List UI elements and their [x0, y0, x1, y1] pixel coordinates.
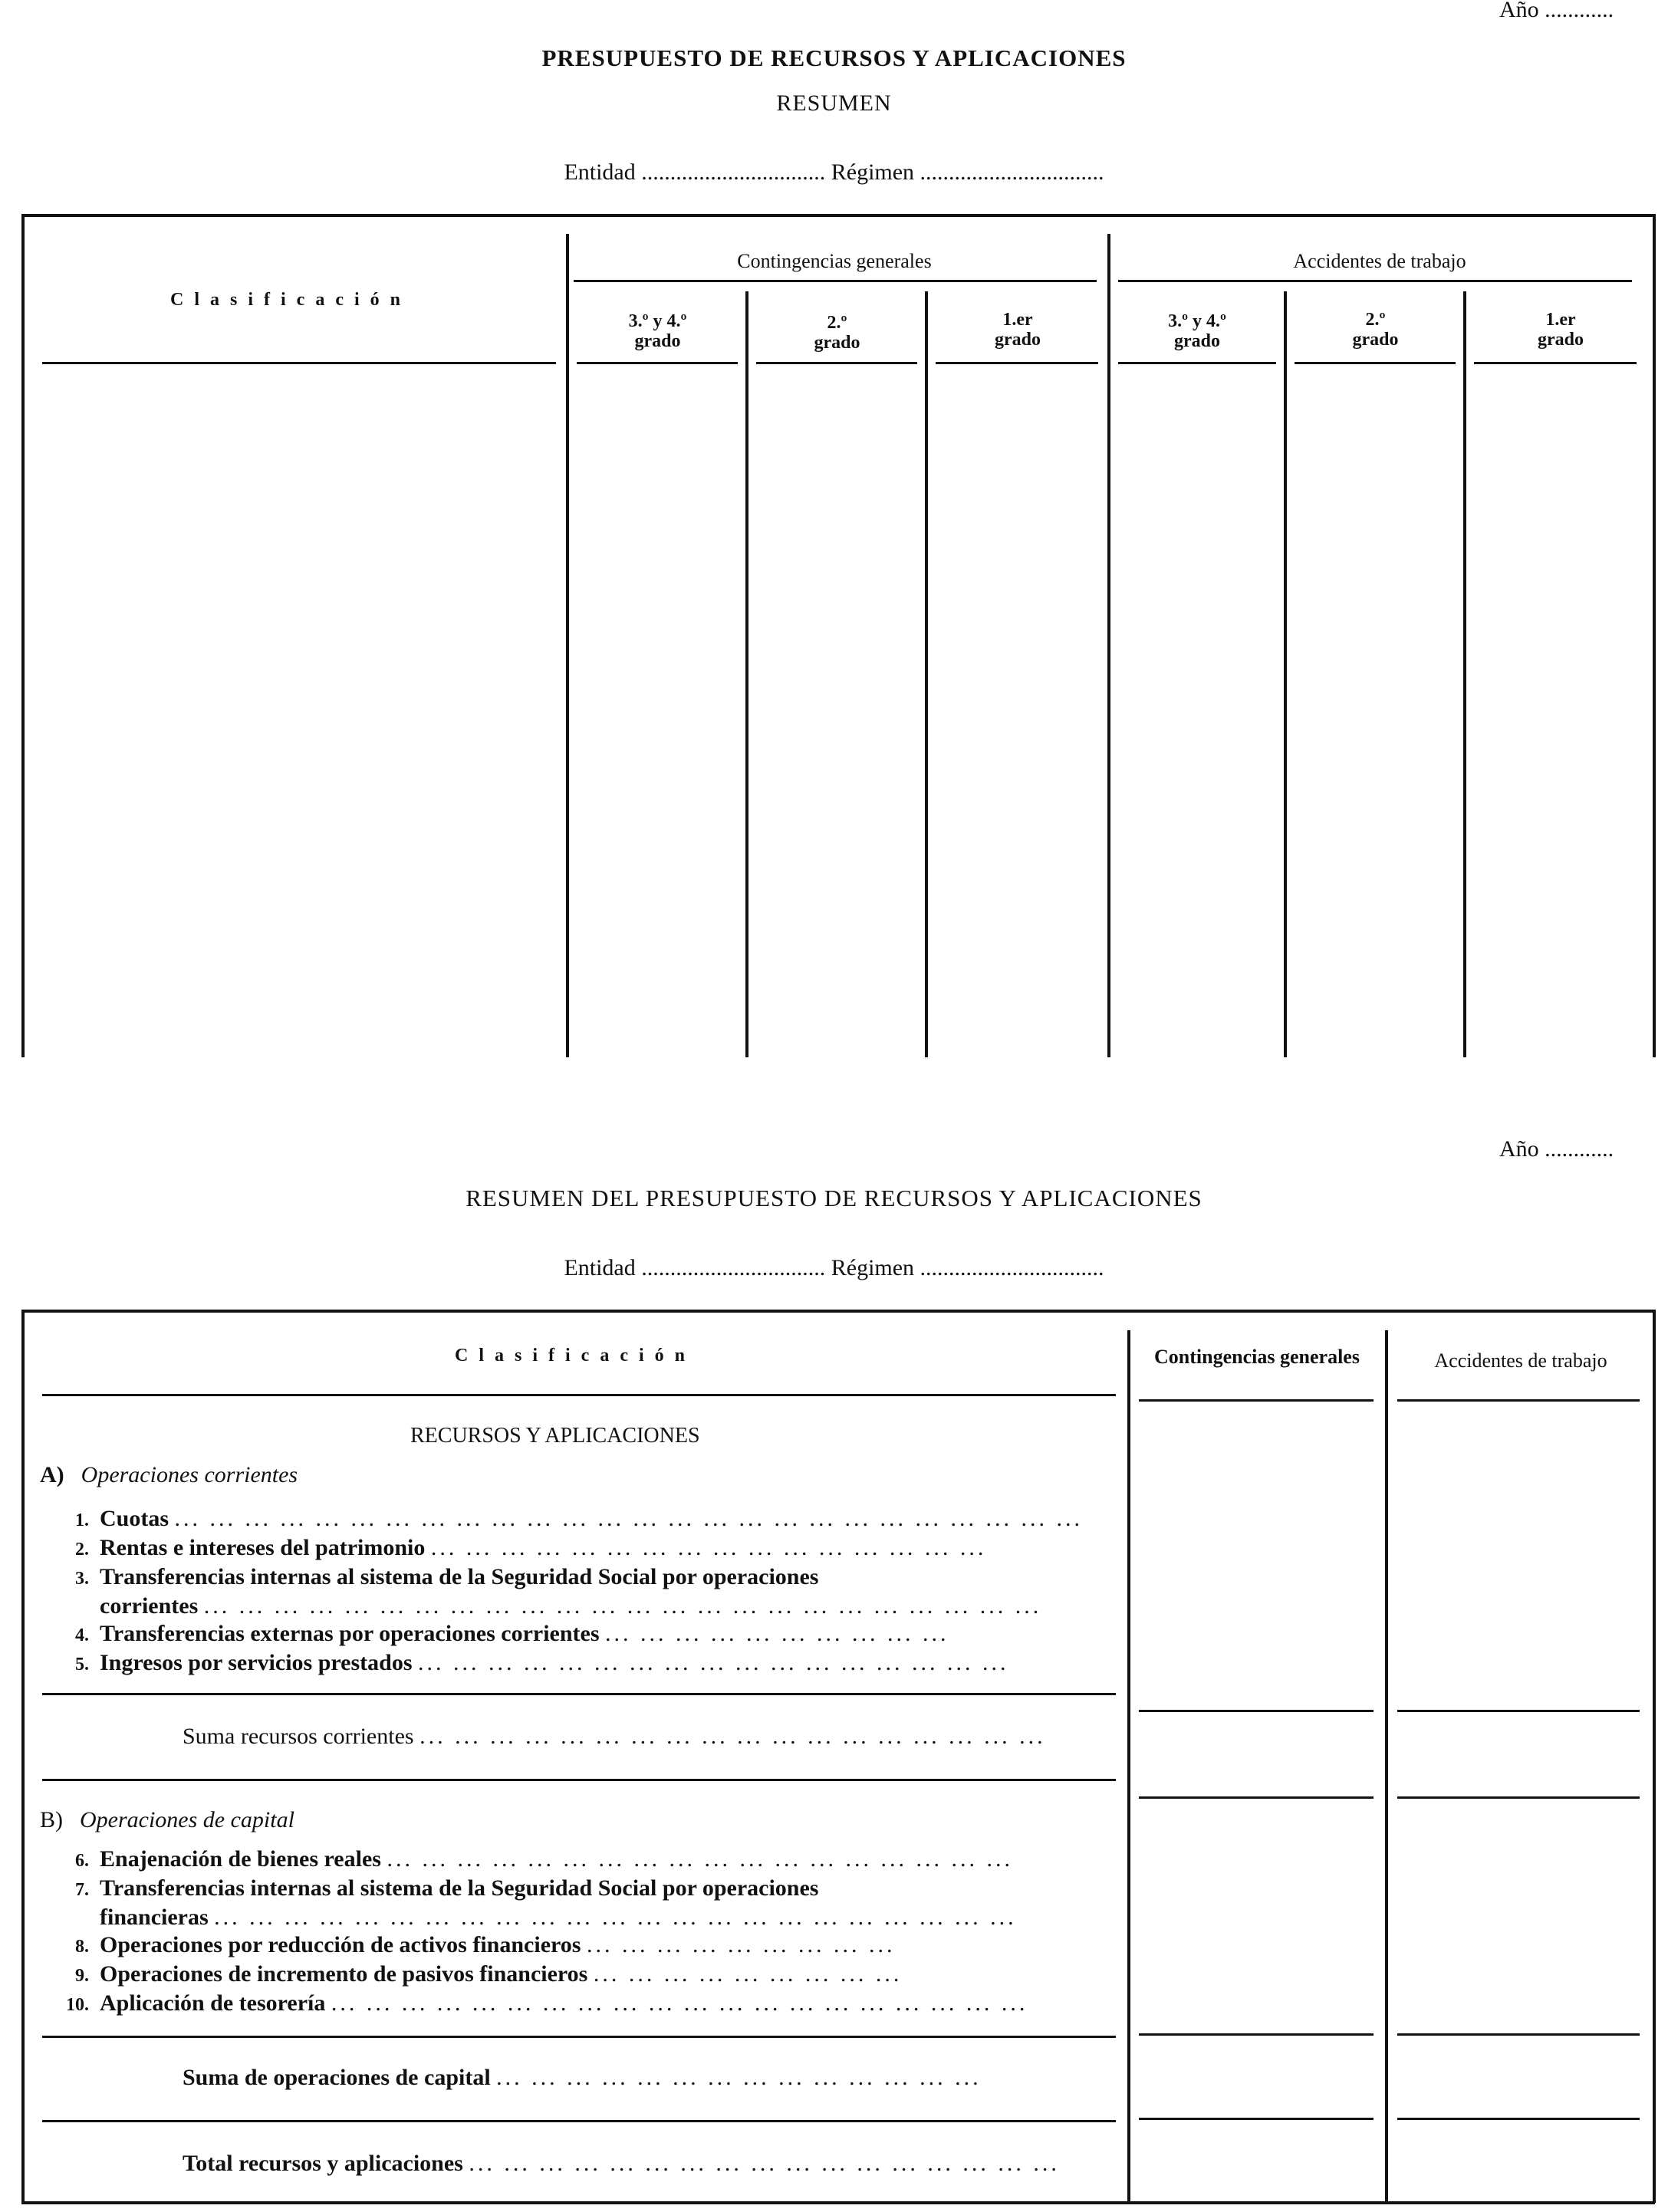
- col-divider: [1463, 291, 1466, 1057]
- table-bottom-border: [21, 2201, 1655, 2204]
- items-b-list: [46, 1846, 1120, 2019]
- section-rule: [42, 2120, 1116, 2122]
- table-right-border: [1653, 214, 1656, 1057]
- col-divider: [566, 234, 569, 1057]
- clasificacion-header: Clasificación: [455, 1346, 696, 1366]
- col-rule: [1139, 1796, 1374, 1799]
- list-item: 2. Rentas e intereses del patrimonio ... ... ... ... ... ... ... ... ... ... ... ... ... ... ... ...: [75, 1535, 987, 1560]
- col-header-cg-1: 1.er grado: [995, 310, 1041, 350]
- page-title: PRESUPUESTO DE RECURSOS Y APLICACIONES: [541, 44, 1127, 71]
- clasificacion-underline: [42, 362, 556, 364]
- section-a-heading: A) Operaciones corrientes: [40, 1462, 298, 1487]
- col-header-at-3-4: 3.º y 4.º grado: [1168, 311, 1226, 351]
- table-top-border: [21, 214, 1655, 217]
- col-rule: [1397, 1796, 1640, 1799]
- total-recursos-aplicaciones: Total recursos y aplicaciones ... ... ... ... ... ... ... ... ... ... ... ... ... ... ... ... ...: [183, 2151, 1060, 2176]
- col-underline: [1474, 362, 1637, 364]
- clasificacion-header: Clasificación: [170, 290, 411, 310]
- entidad-regimen-line: Entidad ................................ Régimen ................................: [564, 159, 1104, 185]
- items-a-list: [46, 1505, 1120, 1678]
- col-underline: [1295, 362, 1456, 364]
- col-divider: [1284, 291, 1287, 1057]
- col-divider: [1107, 234, 1110, 1057]
- col-underline: [1397, 1399, 1640, 1402]
- group-contingencias-label: Contingencias generales: [737, 250, 932, 272]
- col-underline: [577, 362, 738, 364]
- col-header-cg-3-4: 3.º y 4.º grado: [628, 311, 687, 351]
- list-item: 9. Operaciones de incremento de pasivos financieros ... ... ... ... ... ... ... ... ...: [75, 1961, 903, 1987]
- section-heading: RECURSOS Y APLICACIONES: [410, 1424, 700, 1448]
- col-header-contingencias: Contingencias generales: [1154, 1346, 1360, 1368]
- suma-operaciones-capital: Suma de operaciones de capital ... ... ... ... ... ... ... ... ... ... ... ... ... ...: [183, 2065, 982, 2090]
- col-header-cg-2: 2.º grado: [814, 313, 860, 353]
- page-subtitle: RESUMEN: [776, 90, 892, 116]
- table-left-border: [21, 214, 25, 1057]
- entidad-regimen-line: Entidad ................................ Régimen ................................: [564, 1255, 1104, 1280]
- section-rule: [42, 1693, 1116, 1695]
- section-b-heading: B) Operaciones de capital: [40, 1807, 294, 1832]
- table-top-border: [21, 1310, 1655, 1313]
- section-rule: [42, 1779, 1116, 1781]
- col-rule: [1139, 2118, 1374, 2120]
- clasificacion-underline: [42, 1394, 1116, 1396]
- col-divider: [745, 291, 748, 1057]
- table-right-border: [1653, 1310, 1656, 2203]
- list-item: 8. Operaciones por reducción de activos financieros ... ... ... ... ... ... ... ... ...: [75, 1932, 896, 1957]
- col-underline: [1139, 1399, 1374, 1402]
- list-item: 10. Aplicación de tesorería ... ... ... ... ... ... ... ... ... ... ... ... ... ... ... ... ... ... ... ...: [66, 1990, 1028, 2016]
- suma-recursos-corrientes: Suma recursos corrientes ... ... ... ... ... ... ... ... ... ... ... ... ... ... ... ... ... ...: [183, 1724, 1046, 1749]
- col-rule: [1397, 2118, 1640, 2120]
- group-accidentes-label: Accidentes de trabajo: [1293, 250, 1466, 272]
- year-label: Año ............: [1499, 0, 1614, 22]
- col-underline: [936, 362, 1098, 364]
- page-title: RESUMEN DEL PRESUPUESTO DE RECURSOS Y APLICACIONES: [466, 1185, 1202, 1211]
- col-header-accidentes: Accidentes de trabajo: [1434, 1349, 1607, 1372]
- col-header-at-1: 1.er grado: [1538, 310, 1584, 350]
- list-item: 4. Transferencias externas por operaciones corrientes ... ... ... ... ... ... ... ... ... ...: [75, 1621, 949, 1646]
- year-label: Año ............: [1499, 1136, 1614, 1162]
- list-item: 5. Ingresos por servicios prestados ... ... ... ... ... ... ... ... ... ... ... ... ... ... ... ... ...: [75, 1650, 1009, 1675]
- col-divider: [925, 291, 928, 1057]
- col-rule: [1139, 2033, 1374, 2036]
- col-divider: [1127, 1330, 1130, 2201]
- col-rule: [1139, 1710, 1374, 1712]
- col-rule: [1397, 1710, 1640, 1712]
- col-header-at-2: 2.º grado: [1352, 310, 1399, 350]
- col-underline: [756, 362, 917, 364]
- group-accidentes-rule: [1118, 280, 1632, 282]
- section-rule: [42, 2036, 1116, 2038]
- table-left-border: [21, 1310, 25, 2203]
- col-rule: [1397, 2033, 1640, 2036]
- col-underline: [1118, 362, 1276, 364]
- list-item: corrientes ... ... ... ... ... ... ... ... ... ... ... ... ... ... ... ... ... ... ... ... ... ... ... ...: [100, 1593, 1042, 1619]
- group-contingencias-rule: [574, 280, 1097, 282]
- col-divider: [1385, 1330, 1388, 2201]
- list-item: 3. Transferencias internas al sistema de la Seguridad Social por operaciones: [75, 1564, 819, 1589]
- list-item: 7. Transferencias internas al sistema de la Seguridad Social por operaciones: [75, 1875, 819, 1901]
- list-item: 6. Enajenación de bienes reales ... ... ... ... ... ... ... ... ... ... ... ... ... ... ... ... ... ...: [75, 1846, 1013, 1872]
- list-item: 1. Cuotas ... ... ... ... ... ... ... ... ... ... ... ... ... ... ... ... ... ... ... ... ... ... ... ... ... ...: [75, 1506, 1084, 1531]
- list-item: financieras ... ... ... ... ... ... ... ... ... ... ... ... ... ... ... ... ... ... ... ... ... ... ...: [100, 1905, 1017, 1930]
